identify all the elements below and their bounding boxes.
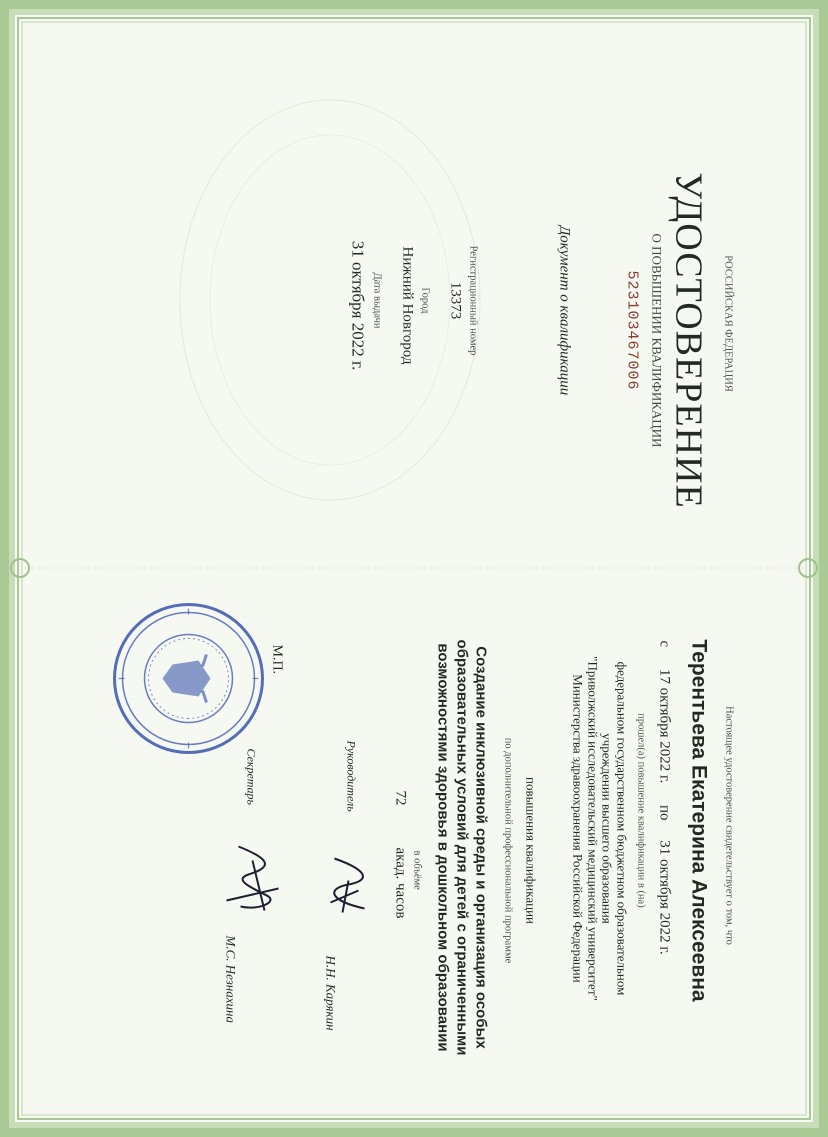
city-value: Нижний Новгород [399,246,415,364]
certificate-title: УДОСТОВЕРЕНИЕ [667,171,709,509]
hours-unit: акад. часов [392,847,408,918]
serial-number: 523103467006 [623,269,640,391]
qualification-level: повышения квалификации [523,776,538,924]
issue-date-value: 31 октября 2022 г. [348,240,367,370]
certificate-subtitle: О ПОВЫШЕНИИ КВАЛИФИКАЦИИ [649,233,664,447]
document-type: Документ о квалификации [556,225,572,395]
org-line-3: "Приволжский исследовательский медицинский университет" [585,655,600,1001]
to-date: 31 октября 2022 г. [656,839,672,955]
head-label: Руководитель [344,740,358,812]
hours-value: 72 [392,790,408,805]
program-label: по дополнительной профессиональной программе [502,737,513,963]
passed-label: прошел(а) повышение квалификации в (на) [635,712,646,908]
volume-label: в объёме [411,850,422,890]
intro-text: Настоящее удостоверение свидетельствует о том, что [723,705,734,945]
official-seal [108,598,268,758]
reg-number-label: Регистрационный номер [467,245,478,355]
seal-mark-label: М.П. [269,644,284,674]
from-date: 17 октября 2022 г. [656,668,672,783]
issue-date-label: Дата выдачи [371,271,382,329]
head-signature [318,850,378,930]
from-word: с [656,640,672,647]
period-row [655,640,672,1020]
org-line-4: Министерства здравоохранения Российской Федерации [570,673,586,983]
country-label: РОССИЙСКАЯ ФЕДЕРАЦИЯ [722,254,733,392]
head-name: Н.Н. Карякин [323,955,338,1031]
reg-number-value: 13373 [447,281,463,319]
organization-block [570,608,628,1048]
org-line-2: учреждении высшего образования [599,732,615,924]
org-line-1: федеральном государственном бюджетном образовательном [614,661,629,995]
holder-name: Терентьева Екатерина Алексеевна [687,638,710,1002]
program-line-1: Создание инклюзивной среды и организация особых [472,645,489,1049]
secretary-signature [218,840,288,930]
secretary-name: М.С. Незнахина [223,935,238,1023]
secretary-label: Секретарь [244,748,258,805]
to-word: по [656,804,672,821]
program-line-3: возможностями здоровья в дошкольном образовании [434,642,451,1052]
program-title [433,632,490,1062]
program-line-2: образовательных условий для детей с ограниченными [453,639,470,1055]
city-label: Город [419,287,430,313]
